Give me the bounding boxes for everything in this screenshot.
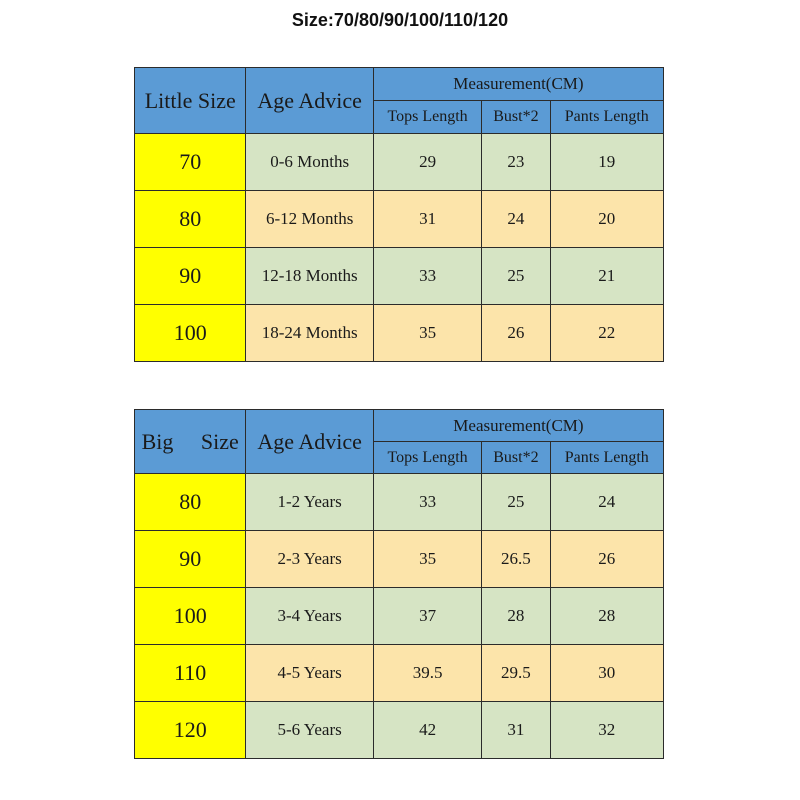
- size-cell: 100: [135, 588, 246, 645]
- bust-cell: 23: [482, 134, 550, 191]
- age-cell: 6-12 Months: [246, 191, 373, 248]
- size-column-header: [135, 410, 246, 474]
- age-cell: 12-18 Months: [246, 248, 373, 305]
- age-cell: 4-5 Years: [246, 645, 373, 702]
- table-row: [135, 305, 664, 362]
- bust-header: Bust*2: [482, 442, 550, 474]
- table-row: [135, 702, 664, 759]
- tops-length-header: Tops Length: [373, 442, 481, 474]
- measurement-header: Measurement(CM): [373, 410, 663, 442]
- tops-length-cell: 35: [373, 305, 481, 362]
- table-row: [135, 191, 664, 248]
- age-column-header: Age Advice: [246, 410, 373, 474]
- pants-length-cell: 21: [550, 248, 663, 305]
- bust-cell: 26: [482, 305, 550, 362]
- size-cell: 120: [135, 702, 246, 759]
- age-cell: 18-24 Months: [246, 305, 373, 362]
- bust-cell: 31: [482, 702, 550, 759]
- pants-length-cell: 26: [550, 531, 663, 588]
- tops-length-header: Tops Length: [373, 101, 481, 134]
- size-cell: 90: [135, 531, 246, 588]
- tops-length-cell: 42: [373, 702, 481, 759]
- table-row: [135, 134, 664, 191]
- tops-length-cell: 29: [373, 134, 481, 191]
- tops-length-cell: 37: [373, 588, 481, 645]
- page-title: Size:70/80/90/100/110/120: [291, 10, 509, 30]
- pants-length-cell: 28: [550, 588, 663, 645]
- table-row: [135, 531, 664, 588]
- little-size-table: [134, 67, 664, 362]
- size-cell: 80: [135, 474, 246, 531]
- measurement-header: Measurement(CM): [373, 68, 663, 101]
- tops-length-cell: 31: [373, 191, 481, 248]
- table-row: [135, 588, 664, 645]
- table-row: [135, 248, 664, 305]
- size-cell: 80: [135, 191, 246, 248]
- bust-cell: 26.5: [482, 531, 550, 588]
- size-column-label: Big Size: [141, 428, 239, 454]
- table-header-row: [135, 410, 664, 442]
- tops-length-cell: 33: [373, 474, 481, 531]
- age-cell: 1-2 Years: [246, 474, 373, 531]
- table-header-row: [135, 68, 664, 101]
- size-cell: 100: [135, 305, 246, 362]
- pants-length-cell: 22: [550, 305, 663, 362]
- pants-length-cell: 19: [550, 134, 663, 191]
- tops-length-cell: 35: [373, 531, 481, 588]
- pants-length-cell: 20: [550, 191, 663, 248]
- pants-length-header: Pants Length: [550, 101, 663, 134]
- age-column-header: Age Advice: [246, 68, 373, 134]
- pants-length-cell: 24: [550, 474, 663, 531]
- table-row: [135, 645, 664, 702]
- size-cell: 70: [135, 134, 246, 191]
- big-size-table: [134, 409, 664, 759]
- size-cell: 90: [135, 248, 246, 305]
- bust-cell: 29.5: [482, 645, 550, 702]
- size-cell: 110: [135, 645, 246, 702]
- tops-length-cell: 39.5: [373, 645, 481, 702]
- pants-length-cell: 30: [550, 645, 663, 702]
- pants-length-header: Pants Length: [550, 442, 663, 474]
- age-cell: 0-6 Months: [246, 134, 373, 191]
- bust-cell: 28: [482, 588, 550, 645]
- bust-cell: 25: [482, 474, 550, 531]
- age-cell: 5-6 Years: [246, 702, 373, 759]
- bust-cell: 25: [482, 248, 550, 305]
- pants-length-cell: 32: [550, 702, 663, 759]
- age-cell: 3-4 Years: [246, 588, 373, 645]
- bust-header: Bust*2: [482, 101, 550, 134]
- age-cell: 2-3 Years: [246, 531, 373, 588]
- tops-length-cell: 33: [373, 248, 481, 305]
- table-row: [135, 474, 664, 531]
- size-column-header: Little Size: [135, 68, 246, 134]
- bust-cell: 24: [482, 191, 550, 248]
